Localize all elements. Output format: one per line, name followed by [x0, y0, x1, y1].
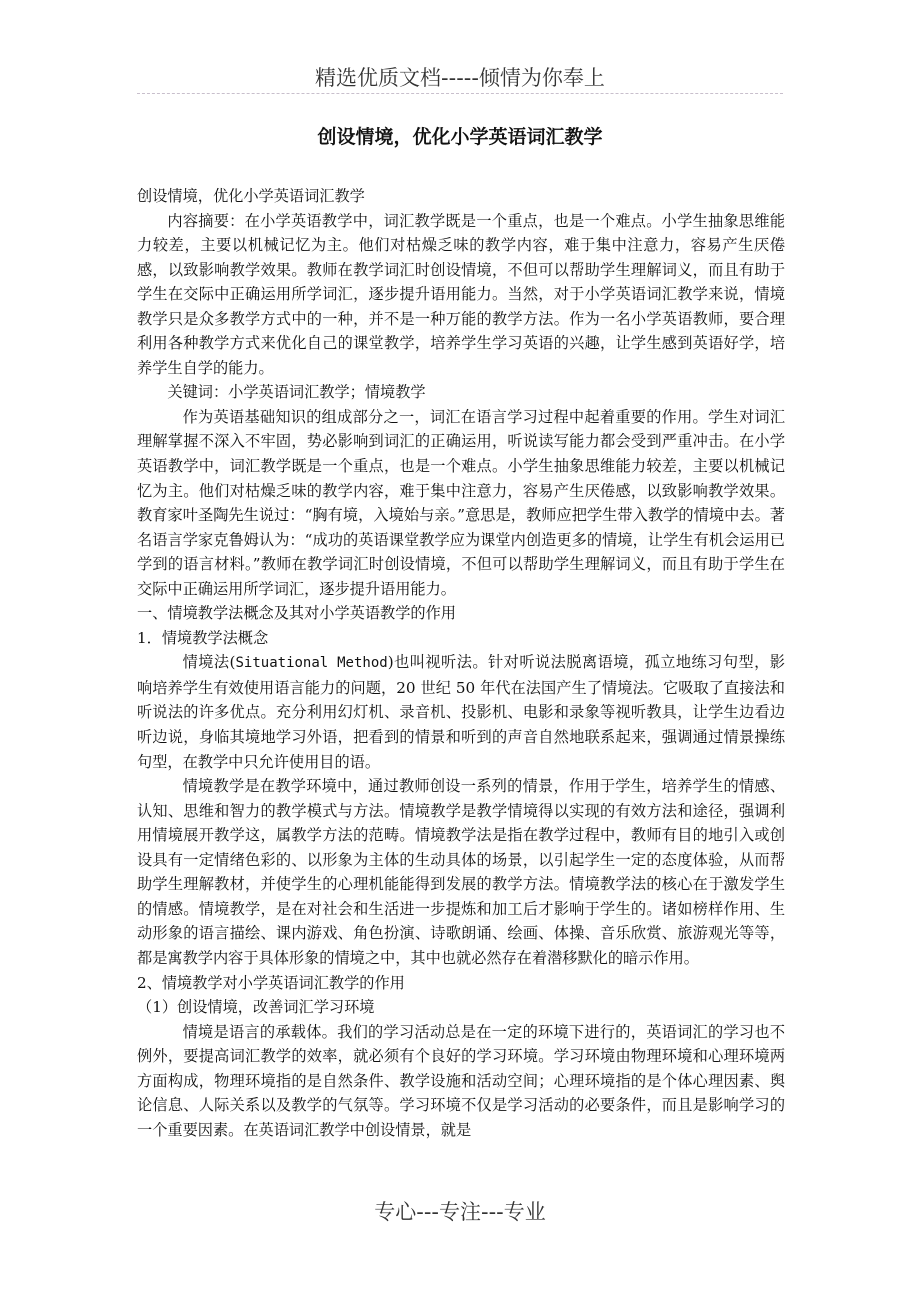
- p1-english-term: Situational Method: [235, 655, 388, 672]
- section-1-2-1-paragraph-1: 情境是语言的承载体。我们的学习活动总是在一定的环境下进行的，英语词汇的学习也不例外，要提高词汇教学的效率，就必须有个良好的学习环境。学习环境由物理环境和心理环境两方面构成，物理环境指的是自然条件、教学设施和活动空间；心理环境指的是个体心理因素、舆论信息、人际关系以及教学的气氛等。学习环境不仅是学习活动的必要条件，而且是影响学习的一个重要因素。在英语词汇教学中创设情景，就是: [137, 1022, 785, 1139]
- header-rule: [137, 93, 783, 94]
- subtitle-line: 创设情境，优化小学英语词汇教学: [137, 187, 365, 205]
- p1-rest: )也叫视听法。针对听说法脱离语境，孤立地练习句型，影响培养学生有效使用语言能力的问题，20 世纪 50 年代在法国产生了情境法。它吸取了直接法和听说法的许多优点。充分利用幻灯机、录音机、投影机、电影和录象等视听教具，让学生边看边听边说，身临其境地学习外语，把看到的情景和听到的声音自然地联系起来，强调通过情景操练句型，在教学中只允许使用目的语。: [137, 653, 785, 771]
- section-1-1-paragraph-2: 情境教学是在教学环境中，通过教师创设一系列的情景，作用于学生，培养学生的情感、认知、思维和智力的教学模式与方法。情境教学是教学情境得以实现的有效方法和途径，强调利用情境展开教学这，属教学方法的范畴。情境教学法是指在教学过程中，教师有目的地引入或创设具有一定情绪色彩的、以形象为主体的生动具体的场景，以引起学生一定的态度体验，从而帮助学生理解教材，并使学生的心理机能能得到发展的教学方法。情境教学法的核心在于激发学生的情感。情境教学，是在对社会和生活进一步提炼和加工后才影响于学生的。诸如榜样作用、生动形象的语言描绘、课内游戏、角色扮演、诗歌朗诵、绘画、体操、音乐欣赏、旅游观光等等，都是寓教学内容于具体形象的情境之中，其中也就必然存在着潜移默化的暗示作用。: [137, 777, 785, 967]
- p1-prefix: 情境法(: [182, 653, 236, 672]
- section-1-1-heading: 1．情境教学法概念: [137, 628, 269, 647]
- intro-paragraph: 作为英语基础知识的组成部分之一，词汇在语言学习过程中起着重要的作用。学生对词汇理解掌握不深入不牢固，势必影响到词汇的正确运用，听说读写能力都会受到严重冲击。在小学英语教学中，词汇教学既是一个重点，也是一个难点。小学生抽象思维能力较差，主要以机械记忆为主。他们对枯燥乏味的教学内容，难于集中注意力，容易产生厌倦感，以致影响教学效果。教育家叶圣陶先生说过：“胸有境，入境始与亲。”意思是，教师应把学生带入教学的情境中去。著名语言学家克鲁姆认为：“成功的英语课堂教学应为课堂内创造更多的情境，让学生有机会运用已学到的语言材料。”教师在教学词汇时创设情境，不但可以帮助学生理解词义，而且有助于学生在交际中正确运用所学词汇，逐步提升语用能力。: [137, 407, 785, 598]
- abstract-paragraph: 内容摘要：在小学英语教学中，词汇教学既是一个重点，也是一个难点。小学生抽象思维能力较差，主要以机械记忆为主。他们对枯燥乏味的教学内容，难于集中注意力，容易产生厌倦感，以致影响教学效果。教师在教学词汇时创设情境，不但可以帮助学生理解词义，而且有助于学生在交际中正确运用所学词汇，逐步提升语用能力。当然，对于小学英语词汇教学来说，情境教学只是众多教学方式中的一种，并不是一种万能的教学方法。作为一名小学英语教师，要合理利用各种教学方式来优化自己的课堂教学，培养学生学习英语的兴趣，让学生感到英语好学，培养学生自学的能力。: [137, 211, 785, 377]
- keywords-line: 关键词：小学英语词汇教学；情境教学: [167, 383, 426, 402]
- section-1-heading: 一、情境教学法概念及其对小学英语教学的作用: [137, 604, 456, 623]
- document-body: [137, 184, 785, 1142]
- document-title: 创设情境，优化小学英语词汇教学: [317, 126, 603, 148]
- running-footer: 专心---专注---专业: [374, 1200, 546, 1224]
- section-1-1-paragraph-1: [137, 650, 785, 774]
- section-1-2-heading: 2、情境教学对小学英语词汇教学的作用: [137, 973, 405, 992]
- running-header: 精选优质文档-----倾情为你奉上: [315, 66, 605, 90]
- section-1-2-1-heading: （1）创设情境，改善词汇学习环境: [137, 998, 375, 1017]
